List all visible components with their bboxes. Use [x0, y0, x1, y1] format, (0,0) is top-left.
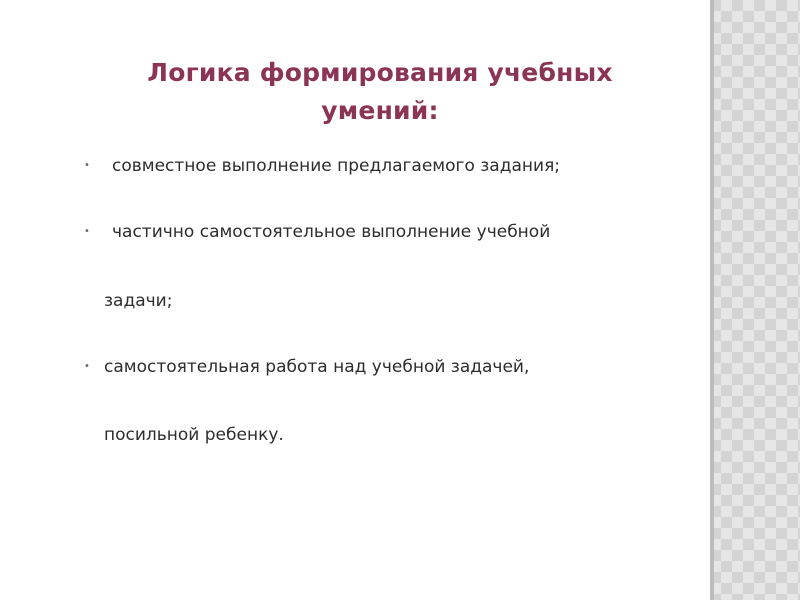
bullet-item-2-line-1: частично самостоятельное выполнение учебной [112, 222, 551, 242]
bullet-item-1-line-1: совместное выполнение предлагаемого задания; [112, 156, 561, 176]
bullet-marker: • [84, 226, 90, 237]
bullet-item-3-line-1: самостоятельная работа над учебной задачей, [104, 357, 530, 377]
bullet-item-3-line-2: посильной ребенку. [104, 425, 284, 445]
slide-title: Логика формирования учебных умений: [147, 58, 613, 125]
bullet-item-2-line-2: задачи; [104, 291, 173, 311]
bullet-marker: • [84, 160, 90, 171]
bullet-marker: • [84, 361, 90, 372]
decorative-side-pattern [710, 0, 800, 600]
